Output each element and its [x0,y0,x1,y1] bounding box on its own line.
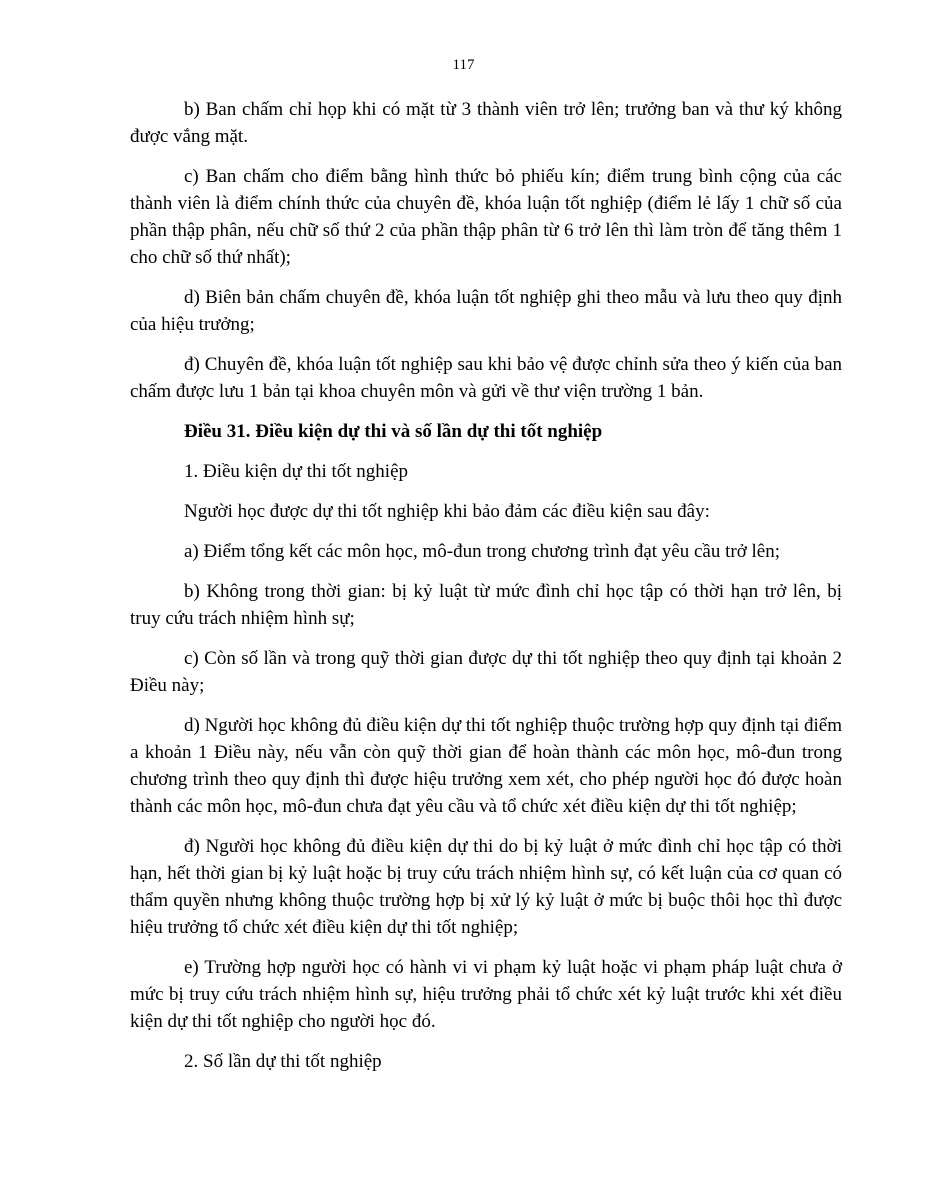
paragraph-dd-ky-luat: đ) Người học không đủ điều kiện dự thi do bị kỷ luật ở mức đình chỉ học tập có thời hạn, hết thời gian bị kỷ luật hoặc bị truy cứu trách nhiệm hình sự, có kết luận của cơ quan có thẩm quyền nhưng không thuộc trường hợp bị xử lý kỷ luật ở mức bị buộc thôi học thì được hiệu trưởng tổ chức xét điều kiện dự thi tốt nghiệp; [130,836,842,938]
page-number: 117 [452,57,475,73]
paragraph-intro-conditions: Người học được dự thi tốt nghiệp khi bảo đảm các điều kiện sau đây: [184,501,710,522]
section-1-heading: 1. Điều kiện dự thi tốt nghiệp [184,461,409,482]
paragraph-dd-luu-ban: đ) Chuyên đề, khóa luận tốt nghiệp sau khi bảo vệ được chỉnh sửa theo ý kiến của ban chấm được lưu 1 bản tại khoa chuyên môn và gửi về thư viện trường 1 bản. [130,354,842,402]
paragraph-d-khong-du-dieu-kien: d) Người học không đủ điều kiện dự thi tốt nghiệp thuộc trường hợp quy định tại điểm a khoản 1 Điều này, nếu vẫn còn quỹ thời gian để hoàn thành các môn học, mô-đun trong chương trình theo quy định thì được hiệu trưởng xem xét, cho phép người học đó được hoàn thành các môn học, mô-đun chưa đạt yêu cầu và tổ chức xét điều kiện dự thi tốt nghiệp; [130,715,842,817]
paragraph-d-bien-ban: d) Biên bản chấm chuyên đề, khóa luận tốt nghiệp ghi theo mẫu và lưu theo quy định của hiệu trưởng; [130,287,842,335]
document-body [130,96,842,1088]
paragraph-b-ban-cham: b) Ban chấm chỉ họp khi có mặt từ 3 thành viên trở lên; trưởng ban và thư ký không được vắng mặt. [130,99,842,147]
paragraph-c-cho-diem: c) Ban chấm cho điểm bằng hình thức bỏ phiếu kín; điểm trung bình cộng của các thành viên là điểm chính thức của chuyên đề, khóa luận tốt nghiệp (điểm lẻ lấy 1 chữ số của phần thập phân, nếu chữ số thứ 2 của phần thập phân từ 6 trở lên thì làm tròn để tăng thêm 1 cho chữ số thứ nhất); [130,166,842,268]
paragraph-c-so-lan: c) Còn số lần và trong quỹ thời gian được dự thi tốt nghiệp theo quy định tại khoản 2 Điều này; [130,648,842,696]
paragraph-b-khong-ky-luat: b) Không trong thời gian: bị kỷ luật từ mức đình chỉ học tập có thời hạn trở lên, bị truy cứu trách nhiệm hình sự; [130,581,842,629]
paragraph-a-diem-tong-ket: a) Điểm tổng kết các môn học, mô-đun trong chương trình đạt yêu cầu trở lên; [184,541,781,562]
article-31-heading: Điều 31. Điều kiện dự thi và số lần dự thi tốt nghiệp [184,421,603,442]
paragraph-e-vi-pham: e) Trường hợp người học có hành vi vi phạm kỷ luật hoặc vi phạm pháp luật chưa ở mức bị truy cứu trách nhiệm hình sự, hiệu trưởng phải tổ chức xét kỷ luật trước khi xét điều kiện dự thi tốt nghiệp cho người học đó. [130,957,842,1032]
section-2-heading: 2. Số lần dự thi tốt nghiệp [184,1051,382,1072]
